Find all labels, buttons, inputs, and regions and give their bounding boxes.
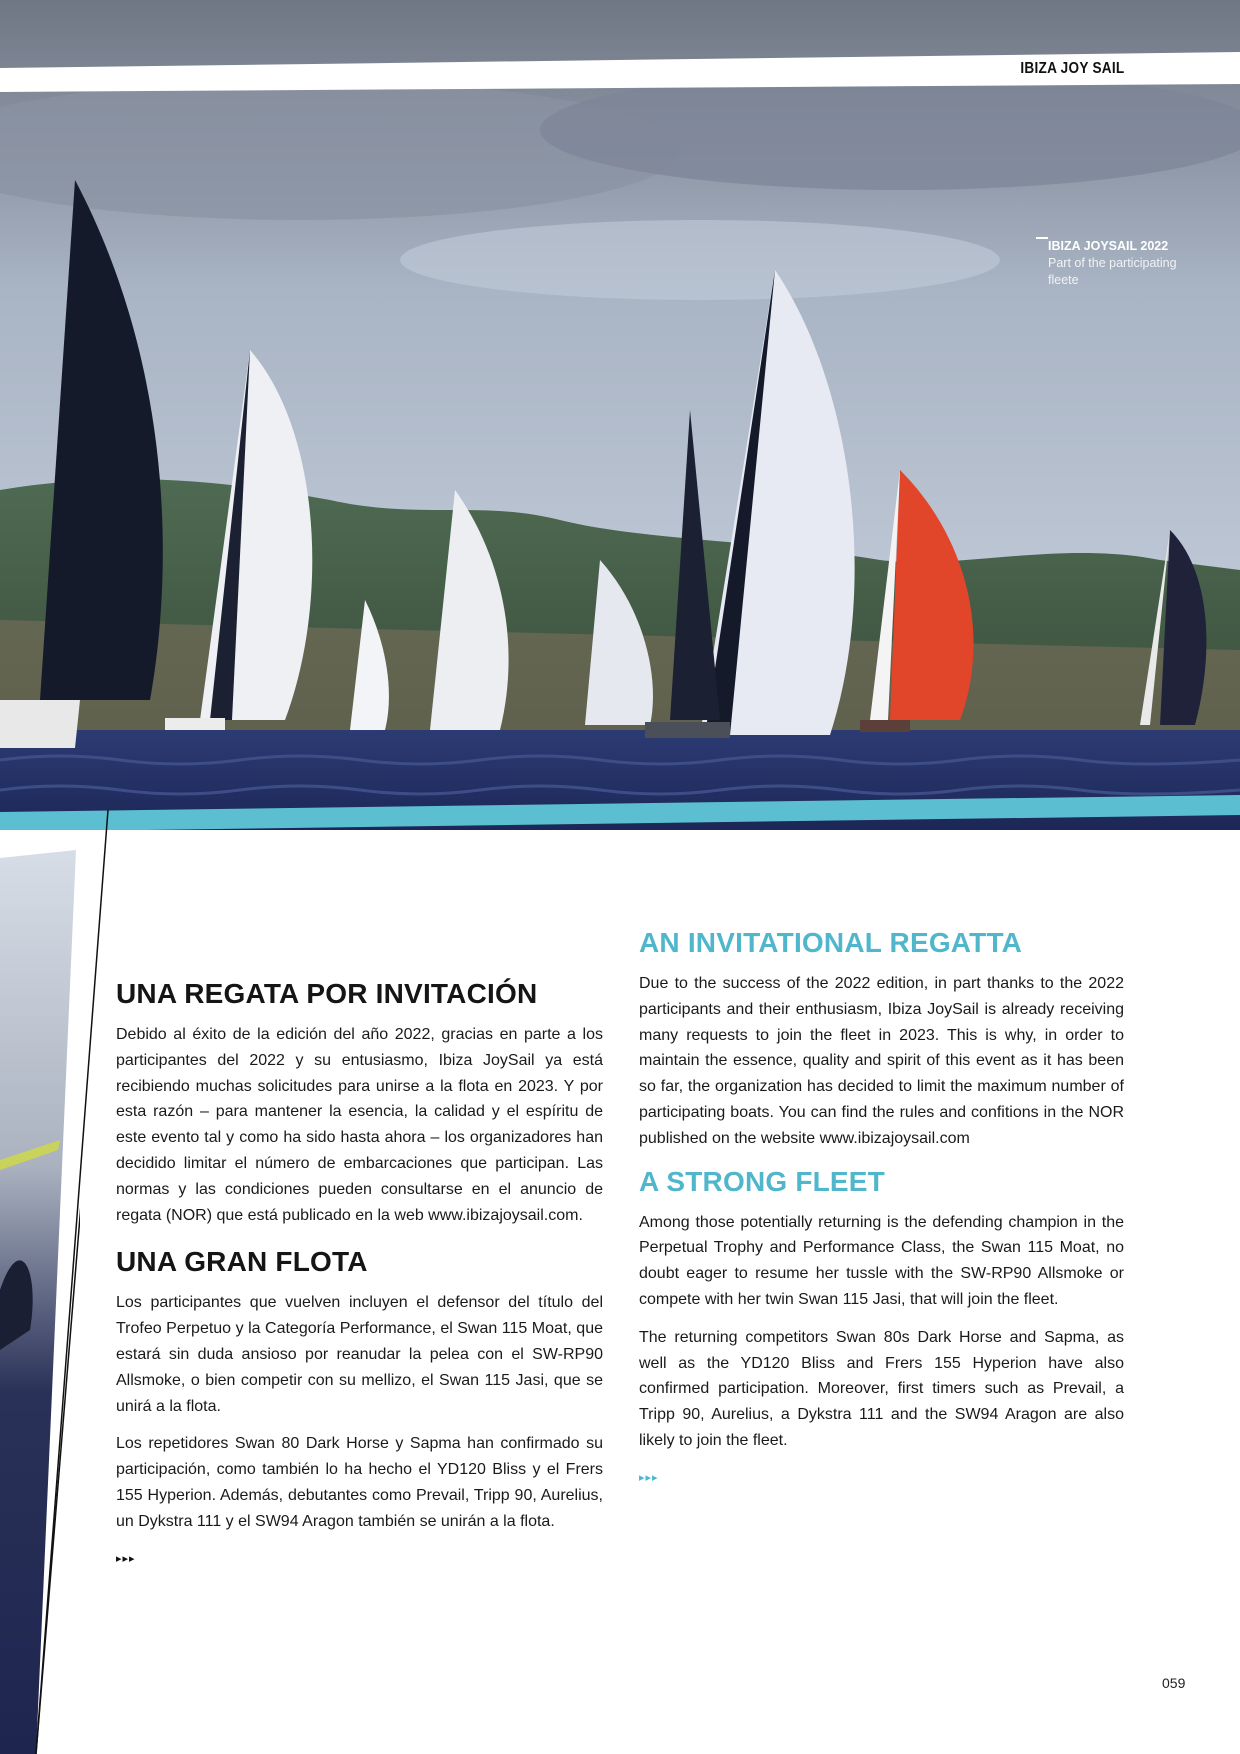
english-heading-2: A STRONG FLEET [639,1165,885,1197]
divider-line [0,810,120,1754]
caption-text: Part of the participating fleete [1048,256,1177,287]
continue-arrow-icon: ▸▸▸ [639,1471,659,1484]
english-column [639,925,1124,1492]
caption-title: IBIZA JOYSAIL 2022 [1048,239,1169,253]
photo-caption [1048,238,1198,289]
caption-dash [1036,237,1048,239]
english-paragraph-3: The returning competitors Swan 80s Dark Horse and Sapma, as well as the YD120 Bliss and Frers 155 Hyperion have also confirmed participation. Moreover, first timers such as Prevail, a Tripp 90, Aurelius, a Dykstra 111 and the SW94 Aragon are also likely to join the fleet. [639,1328,1124,1449]
page-number: 059 [1162,1675,1186,1691]
english-paragraph-1: Due to the success of the 2022 edition, in part thanks to the 2022 participants and their enthusiasm, Ibiza JoySail is already receiving many requests to join the fleet in 2023. This is why, in order to maintain the essence, quality and spirit of this event as it has been so far, the organization has decided to limit the maximum number of participating boats. You can find the rules and confitions in the NOR published on the website www.ibizajoysail.com [639,975,1124,1147]
section-label: IBIZA JOY SAIL [1019,60,1124,77]
english-heading-1: AN INVITATIONAL REGATTA [639,927,1023,958]
spanish-paragraph-2: Los participantes que vuelven incluyen el defensor del título del Trofeo Perpetuo y la Categoría Performance, el Swan 115 Moat, que estará sin duda ansioso por reanudar la pelea con el SW-RP90 Allsmoke, o bien competir con su mellizo, el Swan 115 Jasi, que se unirá a la flota. [116,1294,603,1415]
spanish-heading-2: UNA GRAN FLOTA [116,1246,368,1278]
header-band [0,0,1240,100]
fleet-photo [0,0,1240,830]
spanish-paragraph-3: Los repetidores Swan 80 Dark Horse y Sapma han confirmado su participación, como también lo ha hecho el YD120 Bliss y el Frers 155 Hyperion. Además, debutantes como Prevail, Tripp 90, Aurelius, un Dykstra 111 y el SW94 Aragon también se unirán a la flota. [116,1435,603,1530]
spanish-column [116,976,603,1572]
continue-arrow-icon: ▸▸▸ [116,1552,136,1565]
english-paragraph-2: Among those potentially returning is the defending champion in the Perpetual Trophy and Performance Class, the Swan 115 Moat, no doubt eager to resume her tussle with the SW-RP90 Allsmoke or compete with her twin Swan 115 Jasi, that will join the fleet. [639,1213,1124,1308]
spanish-paragraph-1: Debido al éxito de la edición del año 2022, gracias en parte a los participantes del 2022 y su entusiasmo, Ibiza JoySail ya está recibiendo muchas solicitudes para unirse a la flota en 2023. Y por esta razón – para mantener la esencia, la calidad y el espíritu de este evento tal y como ha sido hasta ahora – los organizadores han decidido limitar el número de embarcaciones que participan. Las normas y las condiciones pueden consultarse en el anuncio de regata (NOR) que está publicado en la web www.ibizajoysail.com. [116,1026,603,1224]
spanish-heading-1: UNA REGATA POR INVITACIÓN [116,978,538,1009]
